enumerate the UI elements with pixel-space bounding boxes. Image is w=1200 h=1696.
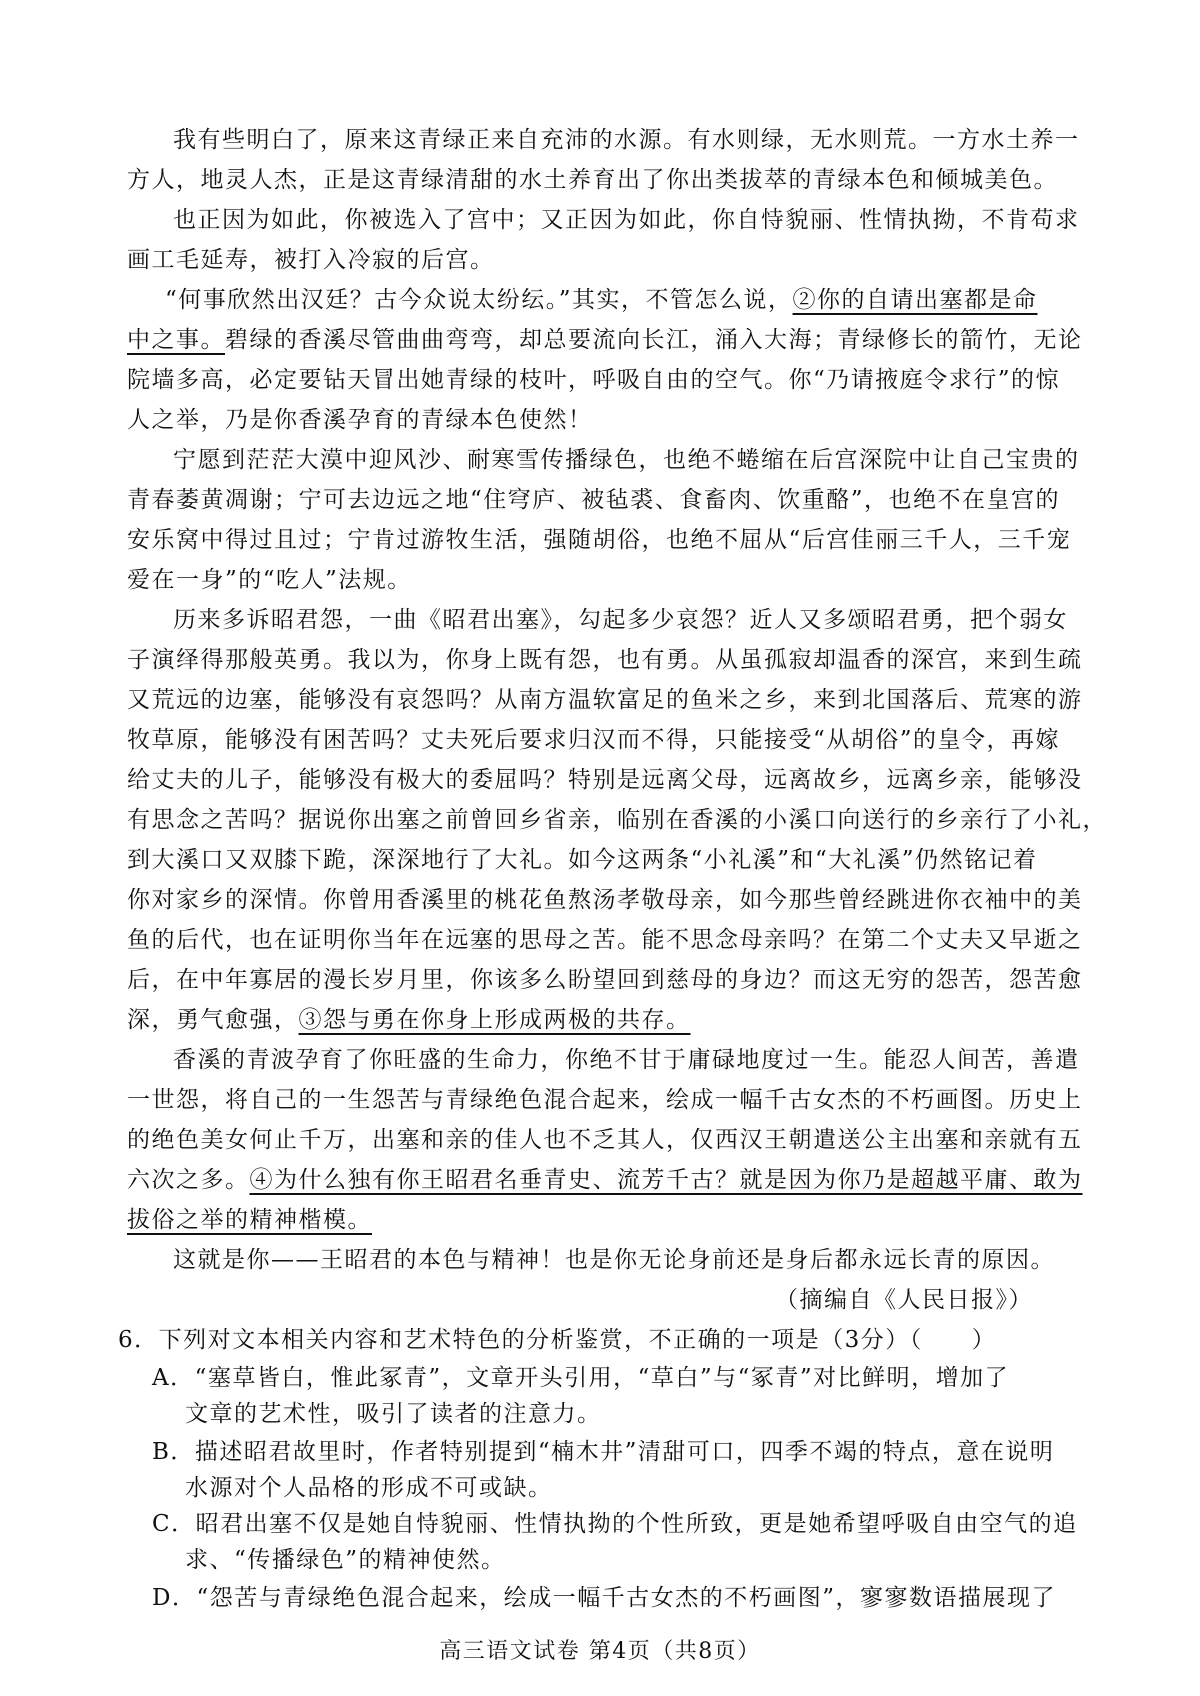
option-b: B．描述昭君故里时，作者特别提到“楠木井”清甜可口，四季不竭的特点，意在说明	[152, 1439, 1055, 1465]
paragraph-line: 有思念之苦吗？据说你出塞之前曾回乡省亲，临别在香溪的小溪口向送行的乡亲行了小礼，	[127, 807, 1107, 833]
paragraph-line	[127, 324, 1083, 356]
underlined-sentence-4: ④为什么独有你王昭君名垂青史、流芳千古？就是因为你乃是超越平庸、敢为	[249, 1167, 1083, 1193]
paragraph-line	[127, 1004, 691, 1036]
option-d: D．“怨苦与青绿绝色混合起来，绘成一幅千古女杰的不朽画图”，寥寥数语描展现了	[152, 1585, 1056, 1611]
option-a: A．“塞草皆白，惟此冢青”，文章开头引用，“草白”与“冢青”对比鲜明，增加了	[152, 1365, 1010, 1391]
paragraph-line	[127, 1164, 1083, 1196]
paragraph-line: 给丈夫的儿子，能够没有极大的委屈吗？特别是远离父母，远离故乡，远离乡亲，能够没	[127, 767, 1083, 793]
paragraph-line: 人之举，乃是你香溪孕育的青绿本色使然！	[127, 407, 593, 433]
paragraph-line: 宁愿到茫茫大漠中迎风沙、耐寒雪传播绿色，也绝不蜷缩在后宫深院中让自己宝贵的	[173, 447, 1080, 473]
paragraph-line: 画工毛延寿，被打入冷寂的后宫。	[127, 247, 495, 273]
option-c: C．昭君出塞不仅是她自恃貌丽、性情执拗的个性所致，更是她希望呼吸自由空气的追	[152, 1511, 1078, 1537]
paragraph-line: 你对家乡的深情。你曾用香溪里的桃花鱼熬汤孝敬母亲，如今那些曾经跳进你衣袖中的美	[127, 887, 1083, 913]
paragraph-line: 这就是你——王昭君的本色与精神！也是你无论身前还是身后都永远长青的原因。	[173, 1247, 1055, 1273]
article-source: （摘编自《人民日报》）	[775, 1287, 1033, 1313]
underlined-sentence-2: ②你的自请出塞都是命	[792, 287, 1038, 313]
underlined-sentence-4-end: 拔俗之举的精神楷模。	[127, 1207, 372, 1233]
underlined-sentence-3: ③怨与勇在你身上形成两极的共存。	[298, 1007, 691, 1033]
paragraph-line: 方人，地灵人杰，正是这青绿清甜的水土养育出了你出类拔萃的青绿本色和倾城美色。	[127, 167, 1058, 193]
paragraph-line: 子演绎得那般英勇。我以为，你身上既有怨，也有勇。从虽孤寂却温香的深宫，来到生疏	[127, 647, 1083, 673]
paragraph-line: 牧草原，能够没有困苦吗？丈夫死后要求归汉而不得，只能接受“从胡俗”的皇令，再嫁	[127, 727, 1061, 753]
underlined-sentence-2-end: 中之事。	[127, 327, 225, 353]
paragraph-line: 我有些明白了，原来这青绿正来自充沛的水源。有水则绿，无水则荒。一方水土养一	[173, 127, 1080, 153]
paragraph-line: 安乐窝中得过且过；宁肯过游牧生活，强随胡俗，也绝不屈从“后宫佳丽三千人，三千宠	[127, 527, 1072, 553]
paragraph-line: 鱼的后代，也在证明你当年在远塞的思母之苦。能不思念母亲吗？在第二个丈夫又早逝之	[127, 927, 1083, 953]
plain-text: 碧绿的香溪尽管曲曲弯弯，却总要流向长江，涌入大海；青绿修长的箭竹，无论	[225, 327, 1083, 353]
paragraph-line: 历来多诉昭君怨，一曲《昭君出塞》，勾起多少哀怨？近人又多颂昭君勇，把个弱女	[173, 607, 1068, 633]
option-b-cont: 水源对个人品格的形成不可或缺。	[185, 1475, 553, 1501]
paragraph-line	[127, 1204, 372, 1236]
page-footer: 高三语文试卷 第4页（共8页）	[439, 1639, 761, 1664]
paragraph-line: 爱在一身”的“吃人”法规。	[127, 567, 412, 593]
paragraph-line: 的绝色美女何止千万，出塞和亲的佳人也不乏其人，仅西汉王朝遣送公主出塞和亲就有五	[127, 1127, 1083, 1153]
paragraph-line: 香溪的青波孕育了你旺盛的生命力，你绝不甘于庸碌地度过一生。能忍人间苦，善遣	[173, 1047, 1080, 1073]
option-c-cont: 求、“传播绿色”的精神使然。	[185, 1547, 506, 1573]
paragraph-line: 到大溪口又双膝下跪，深深地行了大礼。如今这两条“小礼溪”和“大礼溪”仍然铭记着	[127, 847, 1038, 873]
paragraph-line: 也正因为如此，你被选入了宫中；又正因为如此，你自恃貌丽、性情执拗，不肯苟求	[173, 207, 1080, 233]
paragraph-line: 一世怨，将自己的一生怨苦与青绿绝色混合起来，绘成一幅千古女杰的不朽画图。历史上	[127, 1087, 1083, 1113]
paragraph-line: 后，在中年寡居的漫长岁月里，你该多么盼望回到慈母的身边？而这无穷的怨苦，怨苦愈	[127, 967, 1083, 993]
paragraph-line: 青春萎黄凋谢；宁可去边远之地“住穹庐、被毡裘、食畜肉、饮重酪”，也绝不在皇宫的	[127, 487, 1061, 513]
option-a-cont: 文章的艺术性，吸引了读者的注意力。	[185, 1401, 602, 1427]
question-stem: 6．下列对文本相关内容和艺术特色的分析鉴赏，不正确的一项是（3分）（ ）	[118, 1327, 997, 1353]
plain-text: 六次之多。	[127, 1167, 250, 1193]
paragraph-line	[165, 284, 1038, 316]
plain-text: 深，勇气愈强，	[127, 1007, 299, 1033]
quote-text: “何事欣然出汉廷？古今众说太纷纭。”其实，不管怎么说，	[165, 287, 793, 313]
paragraph-line: 院墙多高，必定要钻天冒出她青绿的枝叶，呼吸自由的空气。你“乃请掖庭令求行”的惊	[127, 367, 1061, 393]
paragraph-line: 又荒远的边塞，能够没有哀怨吗？从南方温软富足的鱼米之乡，来到北国落后、荒寒的游	[127, 687, 1083, 713]
